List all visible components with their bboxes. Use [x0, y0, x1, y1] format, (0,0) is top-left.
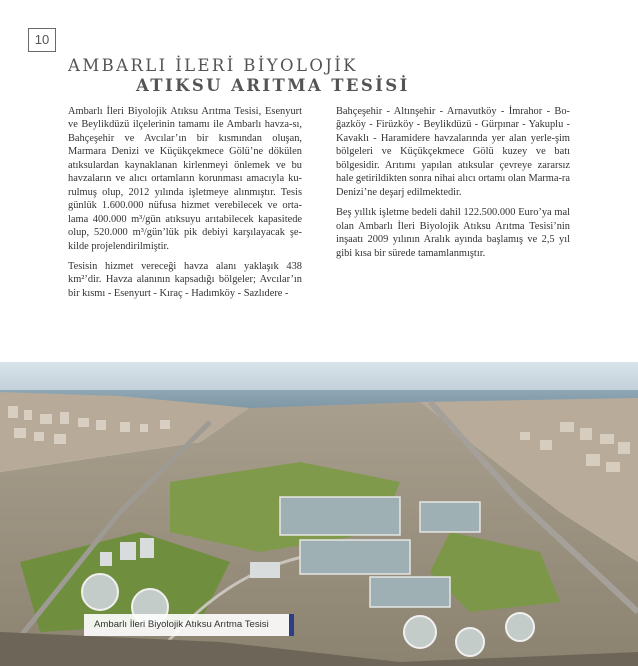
- left-paragraph-1: Ambarlı İleri Biyolojik Atıksu Arıtma Tesisi, Esenyurt ve Beylikdüzü ilçelerinin tamamı ile Ambarlı havza-sı, Bahçeşehir ve Avcılar’ın bir kısmından oluşan, Marmara Denizi ve Küçükçekmece Gölü’ne dökülen atıksulardan kaynaklanan kirlenmeyi önlemek ve bu havzaların ve alıcı ortamların korunması amacıyla ku-rulmuş olup, 2012 yılında işletmeye alınmıştır. Tesis günlük 1.600.000 nüfusa hizmet verebilecek ve orta-lama 400.000 m³/gün atıksuyu arıtabilecek kapasitede olup, 520.000 m³/gün’lük pik debiyi karşılayacak şe-kilde projelendirilmiştir.: [68, 106, 302, 252]
- photo-caption: Ambarlı İleri Biyolojik Atıksu Arıtma Tesisi: [84, 614, 294, 636]
- left-paragraph-2: Tesisin hizmet vereceği havza alanı yaklaşık 438 km²’dir. Havza alanının kapsadığı bölgeler; Avcılar’ın bir kısmı - Esenyurt - Kıraç - Hadımköy - Sazlıdere -: [68, 260, 302, 299]
- right-paragraph-1: Bahçeşehir - Altınşehir - Arnavutköy - İmrahor - Bo-ğazköy - Firüzköy - Beylikdüzü - Gürpınar - Yakuplu - Kavaklı - Haramidere havzalarında yer alan yerle-şim bölgeleri ve Küçükçekmece Gölü kuzey ve batı bölgesidir. Arıtımı yapılan atıksular çevreye zararsız hale getirildikten sonra nihai alıcı ortamı olan Marma-ra Denizi’ne deşarj edilmektedir.: [336, 106, 570, 198]
- page-title-line-2: ATIKSU ARITMA TESİSİ: [136, 76, 410, 95]
- right-text-column: [336, 105, 570, 267]
- page-title-line-1: AMBARLI İLERİ BİYOLOJİK: [68, 56, 358, 75]
- left-text-column: [68, 105, 302, 307]
- page-number: 10: [28, 28, 56, 52]
- right-paragraph-2: Beş yıllık işletme bedeli dahil 122.500.000 Euro’ya mal olan Ambarlı İleri Biyolojik Atıksu Arıtma Tesisi’nin inşaatı 2009 yılının Aralık ayında başlamış ve 2,5 yıl gibi kısa bir sürede tamamlanmıştır.: [336, 207, 570, 259]
